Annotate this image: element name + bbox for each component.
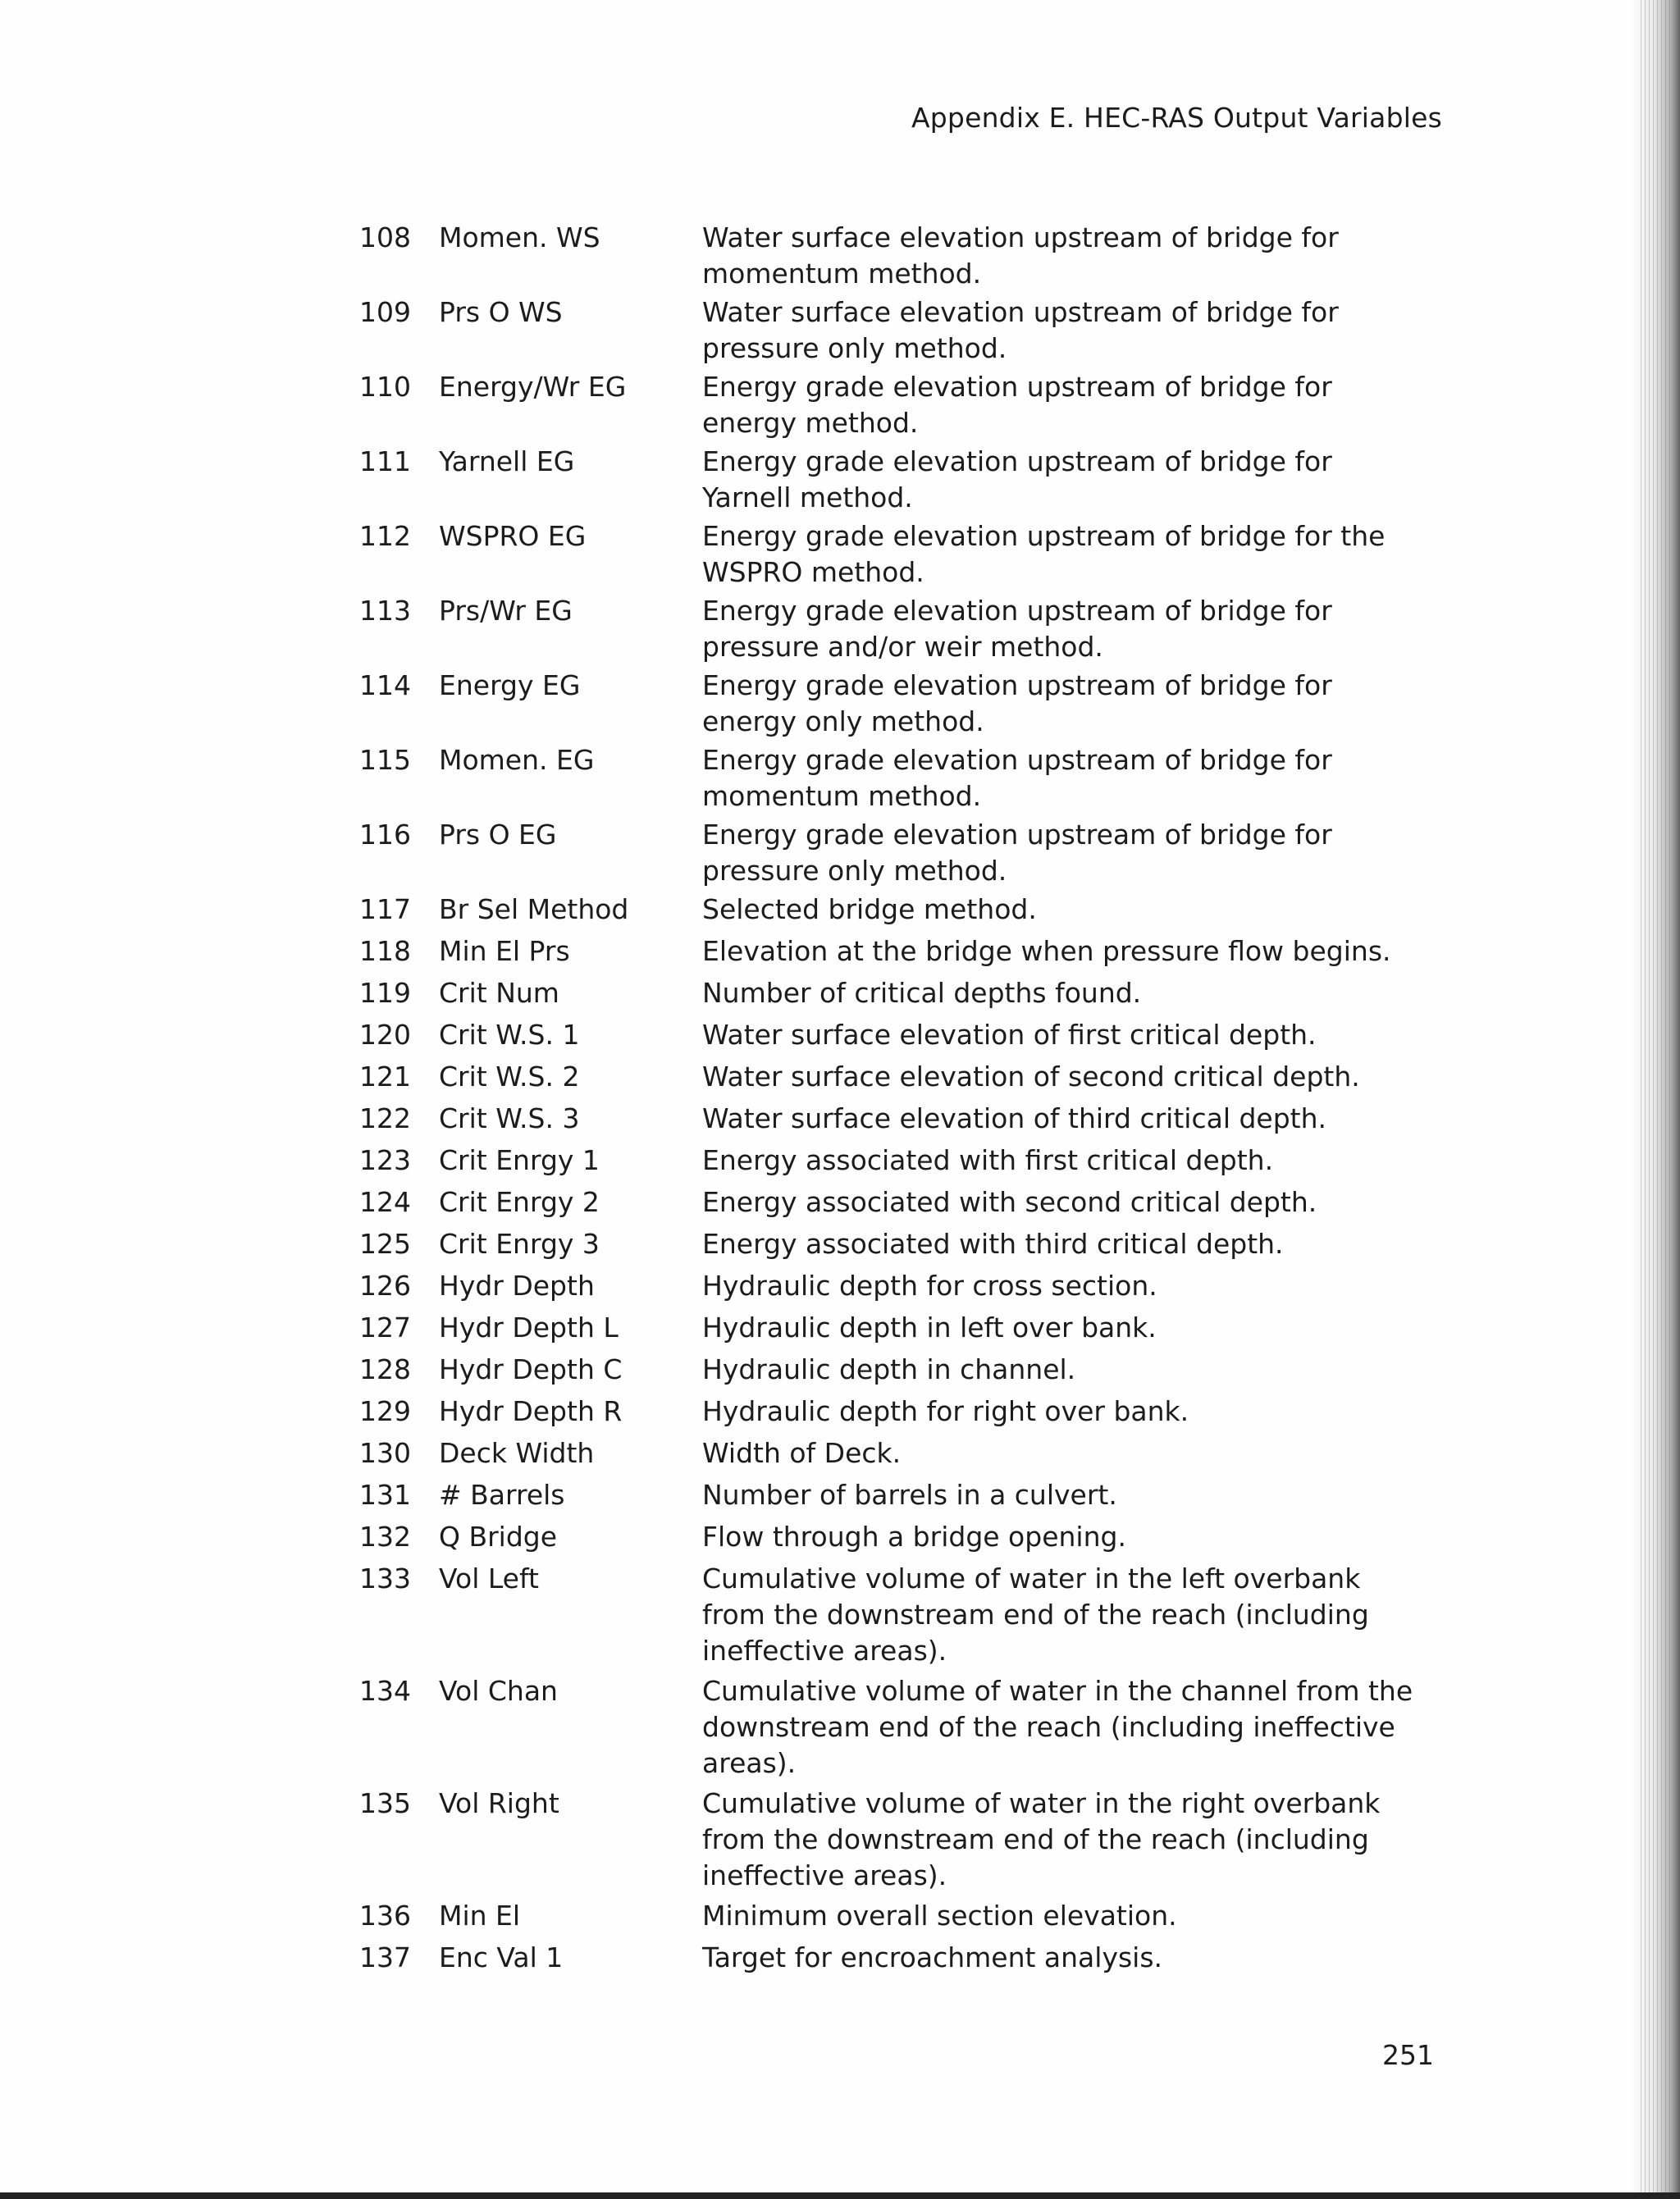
- variable-number: 131: [359, 1479, 411, 1511]
- list-item: [0, 1059, 1444, 1101]
- variable-number: 133: [359, 1563, 411, 1595]
- variable-name: Crit W.S. 3: [439, 1102, 580, 1134]
- list-item: [0, 1898, 1444, 1940]
- list-item: [0, 1561, 1444, 1673]
- variable-description: Number of barrels in a culvert.: [702, 1479, 1117, 1511]
- variable-name: Hydr Depth R: [439, 1395, 623, 1427]
- variable-description: Cumulative volume of water in the channel from the downstream end of the reach (including ineffective areas).: [702, 1675, 1413, 1779]
- list-item: [0, 294, 1444, 369]
- list-item: [0, 518, 1444, 593]
- running-header: Appendix E. HEC-RAS Output Variables: [911, 102, 1442, 134]
- variable-name: Energy/Wr EG: [439, 371, 627, 403]
- variable-name: WSPRO EG: [439, 520, 587, 552]
- variable-number: 111: [359, 445, 411, 477]
- list-item: [0, 593, 1444, 668]
- variable-description: Water surface elevation of third critical depth.: [702, 1102, 1327, 1134]
- list-item: [0, 220, 1444, 294]
- variable-description: Cumulative volume of water in the left overbank from the downstream end of the reach (including ineffective areas).: [702, 1563, 1369, 1667]
- variable-number: 123: [359, 1144, 411, 1176]
- list-item: [0, 742, 1444, 817]
- variable-name: Hydr Depth L: [439, 1312, 619, 1344]
- variable-description: Water surface elevation of first critical depth.: [702, 1019, 1317, 1051]
- list-item: [0, 444, 1444, 518]
- variable-description: Energy associated with first critical depth.: [702, 1144, 1274, 1176]
- list-item: [0, 892, 1444, 933]
- variable-name: Min El: [439, 1900, 521, 1932]
- variable-number: 135: [359, 1787, 411, 1819]
- scan-bottom-edge: [0, 2192, 1680, 2199]
- variable-number: 124: [359, 1186, 411, 1218]
- list-item: [0, 1352, 1444, 1394]
- variable-description: Water surface elevation upstream of bridge for pressure only method.: [702, 296, 1339, 364]
- variable-number: 118: [359, 935, 411, 967]
- variable-number: 115: [359, 744, 411, 776]
- list-item: [0, 1017, 1444, 1059]
- variable-name: Vol Left: [439, 1563, 539, 1595]
- variable-description: Elevation at the bridge when pressure flow begins.: [702, 935, 1391, 967]
- variable-description: Energy grade elevation upstream of bridge for pressure only method.: [702, 819, 1332, 887]
- variable-name: Yarnell EG: [439, 445, 575, 477]
- list-item: [0, 1101, 1444, 1143]
- list-item: [0, 975, 1444, 1017]
- list-item: [0, 817, 1444, 892]
- variable-name: Vol Chan: [439, 1675, 558, 1707]
- variable-description: Hydraulic depth for right over bank.: [702, 1395, 1189, 1427]
- variable-description: Energy grade elevation upstream of bridge for Yarnell method.: [702, 445, 1332, 513]
- variable-name: Momen. EG: [439, 744, 595, 776]
- variable-number: 129: [359, 1395, 411, 1427]
- list-item: [0, 1268, 1444, 1310]
- list-item: [0, 1143, 1444, 1184]
- variable-name: Crit Enrgy 1: [439, 1144, 600, 1176]
- variable-description: Number of critical depths found.: [702, 977, 1142, 1009]
- variable-name: Prs O WS: [439, 296, 563, 328]
- variable-description: Water surface elevation upstream of bridge for momentum method.: [702, 221, 1339, 290]
- list-item: [0, 1226, 1444, 1268]
- variable-description: Target for encroachment analysis.: [702, 1941, 1163, 1973]
- variable-number: 113: [359, 595, 411, 627]
- variable-name: Br Sel Method: [439, 893, 629, 925]
- list-item: [0, 668, 1444, 742]
- variable-name: Enc Val 1: [439, 1941, 564, 1973]
- variable-description: Energy associated with third critical depth.: [702, 1228, 1284, 1260]
- variable-description: Flow through a bridge opening.: [702, 1521, 1126, 1553]
- list-item: [0, 1394, 1444, 1435]
- list-item: [0, 369, 1444, 444]
- variable-description: Water surface elevation of second critical depth.: [702, 1061, 1360, 1093]
- variable-number: 128: [359, 1353, 411, 1385]
- page-number: 251: [1382, 2039, 1434, 2071]
- variable-number: 121: [359, 1061, 411, 1093]
- variable-description: Hydraulic depth in left over bank.: [702, 1312, 1157, 1344]
- list-item: [0, 1673, 1444, 1786]
- list-item: [0, 1519, 1444, 1561]
- variable-description: Cumulative volume of water in the right overbank from the downstream end of the reach (including ineffective areas).: [702, 1787, 1381, 1891]
- variable-number: 110: [359, 371, 411, 403]
- variable-number: 136: [359, 1900, 411, 1932]
- variable-number: 132: [359, 1521, 411, 1553]
- variable-number: 116: [359, 819, 411, 851]
- variable-number: 127: [359, 1312, 411, 1344]
- list-item: [0, 1310, 1444, 1352]
- variable-description: Hydraulic depth for cross section.: [702, 1270, 1157, 1302]
- variable-description: Energy grade elevation upstream of bridge for energy method.: [702, 371, 1332, 439]
- variable-number: 112: [359, 520, 411, 552]
- variable-number: 122: [359, 1102, 411, 1134]
- variable-description: Hydraulic depth in channel.: [702, 1353, 1076, 1385]
- list-item: [0, 1940, 1444, 1982]
- variable-description: Energy grade elevation upstream of bridge for energy only method.: [702, 669, 1332, 737]
- variable-number: 125: [359, 1228, 411, 1260]
- variable-name: Crit Enrgy 3: [439, 1228, 600, 1260]
- list-item: [0, 1435, 1444, 1477]
- variable-description: Selected bridge method.: [702, 893, 1037, 925]
- variable-name: Crit W.S. 2: [439, 1061, 580, 1093]
- variable-name: Hydr Depth: [439, 1270, 595, 1302]
- variable-name: Hydr Depth C: [439, 1353, 623, 1385]
- variable-number: 109: [359, 296, 411, 328]
- variable-description: Energy grade elevation upstream of bridge for momentum method.: [702, 744, 1332, 812]
- variable-number: 137: [359, 1941, 411, 1973]
- variable-number: 130: [359, 1437, 411, 1469]
- variable-name: Vol Right: [439, 1787, 559, 1819]
- variable-list: [0, 220, 1444, 1982]
- variable-name: Prs O EG: [439, 819, 557, 851]
- variable-name: Prs/Wr EG: [439, 595, 573, 627]
- list-item: [0, 1184, 1444, 1226]
- variable-number: 119: [359, 977, 411, 1009]
- variable-number: 117: [359, 893, 411, 925]
- variable-name: Min El Prs: [439, 935, 570, 967]
- variable-description: Energy grade elevation upstream of bridge for the WSPRO method.: [702, 520, 1386, 588]
- variable-number: 126: [359, 1270, 411, 1302]
- variable-name: Momen. WS: [439, 221, 600, 253]
- list-item: [0, 1477, 1444, 1519]
- variable-description: Minimum overall section elevation.: [702, 1900, 1177, 1932]
- variable-description: Width of Deck.: [702, 1437, 902, 1469]
- variable-name: Crit W.S. 1: [439, 1019, 580, 1051]
- variable-description: Energy grade elevation upstream of bridge for pressure and/or weir method.: [702, 595, 1332, 663]
- variable-number: 108: [359, 221, 411, 253]
- page-edge-lines: [1641, 0, 1673, 2199]
- list-item: [0, 1786, 1444, 1898]
- variable-name: # Barrels: [439, 1479, 565, 1511]
- variable-name: Crit Enrgy 2: [439, 1186, 600, 1218]
- variable-number: 134: [359, 1675, 411, 1707]
- list-item: [0, 933, 1444, 975]
- variable-name: Crit Num: [439, 977, 559, 1009]
- variable-name: Energy EG: [439, 669, 581, 701]
- variable-name: Deck Width: [439, 1437, 595, 1469]
- variable-description: Energy associated with second critical depth.: [702, 1186, 1317, 1218]
- variable-number: 114: [359, 669, 411, 701]
- variable-name: Q Bridge: [439, 1521, 558, 1553]
- variable-number: 120: [359, 1019, 411, 1051]
